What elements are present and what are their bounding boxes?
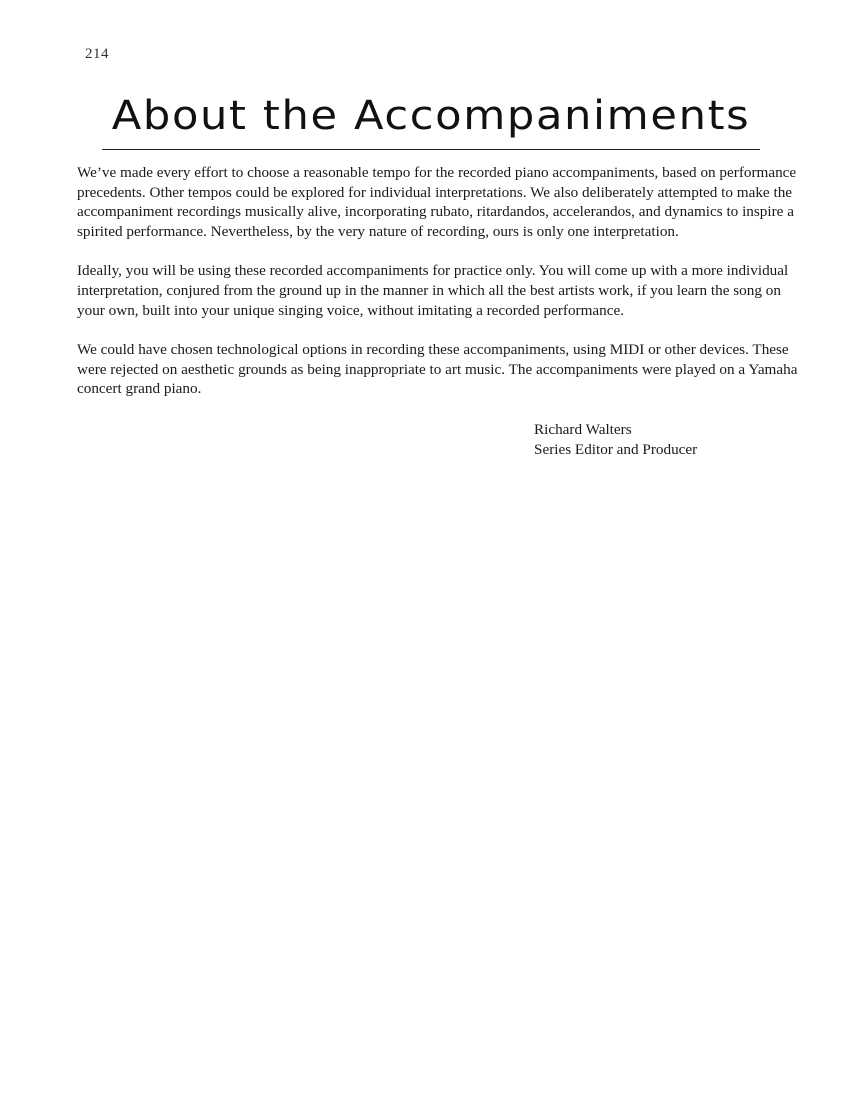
title-underline <box>102 149 760 150</box>
signature-role: Series Editor and Producer <box>534 440 698 458</box>
paragraph-tempo: We’ve made every effort to choose a reasonable tempo for the recorded piano accompaniments, based on performance precedents. Other tempos could be explored for individual interpretations. We also deliberately attempted to make the accompaniment recordings musically alive, incorporating rubato, ritardandos, accelerandos, and dynamics to inspire a spirited performance. Nevertheless, by the very nature of recording, ours is only one interpretation. <box>77 164 797 241</box>
paragraph-practice: Ideally, you will be using these recorded accompaniments for practice only. You will come up with a more individual interpretation, conjured from the ground up in the manner in which all the best artists work, if you learn the song on your own, built into your unique singing voice, without imitating a recorded performance. <box>77 262 789 319</box>
paragraph-technology: We could have chosen technological options in recording these accompaniments, using MIDI or other devices. These were rejected on aesthetic grounds as being inappropriate to art music. The accompaniments were played on a Yamaha concert grand piano. <box>77 340 798 398</box>
title-container <box>102 93 760 139</box>
page-number: 214 <box>85 46 109 62</box>
signature-block <box>534 420 697 459</box>
body-text <box>77 163 807 419</box>
signature-name: Richard Walters <box>534 421 632 438</box>
page-title: About the Accompaniments <box>111 93 751 139</box>
